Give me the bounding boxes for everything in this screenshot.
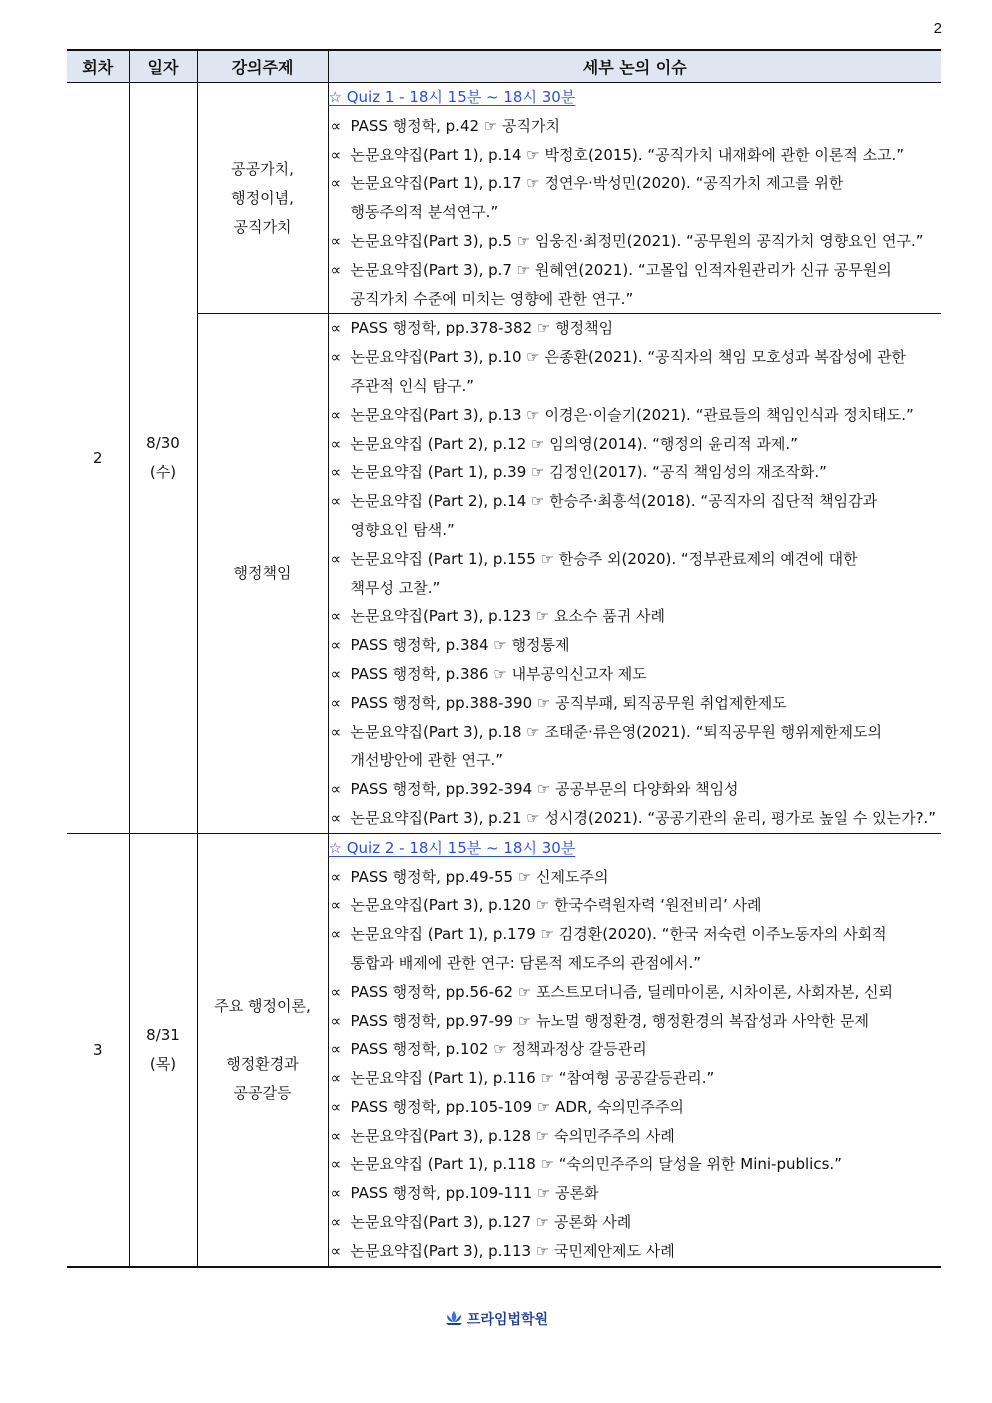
- list-item: [329, 1208, 942, 1237]
- proportional-bullet-icon: ∝: [330, 1241, 342, 1260]
- proportional-bullet-icon: ∝: [330, 405, 342, 424]
- proportional-bullet-icon: ∝: [330, 116, 342, 135]
- list-item: [329, 660, 942, 689]
- proportional-bullet-icon: ∝: [330, 348, 342, 367]
- lecture-topic-cell: [197, 833, 328, 1266]
- list-item: [329, 545, 942, 603]
- proportional-bullet-icon: ∝: [330, 693, 342, 712]
- list-item-text: 논문요약집 (Part 1), p.179 ☞ 김경환(2020). “한국 저숙련 이주노동자의 사회적: [350, 925, 887, 944]
- list-item-text: PASS 행정학, p.102 ☞ 정책과정상 갈등관리: [350, 1040, 647, 1059]
- list-item-text: 논문요약집(Part 3), p.13 ☞ 이경은·이슬기(2021). “관료들의 책임인식과 정치태도.”: [350, 405, 914, 424]
- list-item-text: 논문요약집(Part 3), p.21 ☞ 성시경(2021). “공공기관의 윤리, 평가로 높일 수 있는가?.”: [350, 808, 937, 827]
- session-number-cell: [67, 83, 129, 834]
- schedule-body: [67, 83, 941, 1267]
- proportional-bullet-icon: ∝: [330, 1040, 342, 1059]
- list-item: [329, 978, 942, 1007]
- list-item-text: PASS 행정학, pp.109-111 ☞ 공론화: [350, 1184, 599, 1203]
- list-item: [329, 1064, 942, 1093]
- list-item: [329, 458, 942, 487]
- list-item-text: 논문요약집(Part 1), p.14 ☞ 박정호(2015). “공직가치 내재화에 관한 이론적 소고.”: [350, 145, 905, 164]
- list-item-text: PASS 행정학, pp.56-62 ☞ 포스트모더니즘, 딜레마이론, 시차이론, 사회자본, 신뢰: [350, 982, 893, 1001]
- list-item: [329, 920, 942, 978]
- list-item-text: 주관적 인식 탐구.”: [350, 376, 475, 395]
- list-item-text: PASS 행정학, p.42 ☞ 공직가치: [350, 116, 560, 135]
- table-row: [67, 314, 941, 833]
- list-item-text: PASS 행정학, p.386 ☞ 내부공익신고자 제도: [350, 664, 647, 683]
- session-number: 2: [92, 448, 103, 467]
- lecture-topic-cell: [197, 83, 328, 314]
- session-date-line: 8/31: [146, 1025, 180, 1044]
- issue-list: [329, 83, 942, 313]
- list-item-text: 논문요약집(Part 3), p.10 ☞ 은종환(2021). “공직자의 책임 모호성과 복잡성에 관한: [350, 348, 907, 367]
- proportional-bullet-icon: ∝: [330, 145, 342, 164]
- list-item: [329, 775, 942, 804]
- proportional-bullet-icon: ∝: [330, 1069, 342, 1088]
- list-item-text: 영향요인 탐색.”: [350, 520, 455, 539]
- list-item: [329, 1179, 942, 1208]
- table-header-row: [67, 50, 941, 83]
- list-item-text: 행동주의적 분석연구.”: [350, 203, 499, 222]
- list-item: [329, 256, 942, 314]
- proportional-bullet-icon: ∝: [330, 1126, 342, 1145]
- list-item-text: PASS 행정학, pp.105-109 ☞ ADR, 숙의민주주의: [350, 1097, 684, 1116]
- list-item-text: 통합과 배제에 관한 연구: 담론적 제도주의 관점에서.”: [350, 953, 701, 972]
- list-item-text: 논문요약집(Part 3), p.113 ☞ 국민제안제도 사례: [350, 1241, 675, 1260]
- proportional-bullet-icon: ∝: [330, 549, 342, 568]
- list-item: [329, 1007, 942, 1036]
- quiz-text: ☆ Quiz 1 - 18시 15분 ~ 18시 30분: [328, 88, 576, 106]
- list-item: [329, 1150, 942, 1179]
- list-item: [329, 891, 942, 920]
- quiz-notice: [329, 834, 942, 863]
- list-item-text: 논문요약집(Part 3), p.18 ☞ 조태준·류은영(2021). “퇴직공무원 행위제한제도의: [350, 722, 883, 741]
- discussion-issues-cell: [328, 83, 941, 314]
- lotus-logo-icon: [444, 1310, 464, 1330]
- proportional-bullet-icon: ∝: [330, 808, 342, 827]
- list-item-text: PASS 행정학, pp.97-99 ☞ 뉴노멀 행정환경, 행정환경의 복잡성과 사악한 문제: [350, 1011, 869, 1030]
- list-item: [329, 689, 942, 718]
- issue-list: [329, 834, 942, 1266]
- list-item: [329, 1035, 942, 1064]
- session-number: 3: [92, 1040, 103, 1059]
- proportional-bullet-icon: ∝: [330, 636, 342, 655]
- proportional-bullet-icon: ∝: [330, 1213, 342, 1232]
- list-item-text: 논문요약집(Part 1), p.17 ☞ 정연우·박성민(2020). “공직가치 제고를 위한: [350, 174, 844, 193]
- list-item-text: PASS 행정학, pp.388-390 ☞ 공직부패, 퇴직공무원 취업제한제도: [350, 693, 787, 712]
- session-date-cell: [129, 833, 197, 1266]
- proportional-bullet-icon: ∝: [330, 434, 342, 453]
- list-item: [329, 401, 942, 430]
- list-item-text: 논문요약집(Part 3), p.128 ☞ 숙의민주주의 사례: [350, 1126, 675, 1145]
- lecture-topic-line: 공직가치: [233, 217, 292, 236]
- list-item: [329, 1237, 942, 1266]
- lecture-topic-line: 행정환경과: [226, 1054, 299, 1073]
- list-item-text: PASS 행정학, pp.378-382 ☞ 행정책임: [350, 319, 614, 338]
- proportional-bullet-icon: ∝: [330, 780, 342, 799]
- list-item-text: 논문요약집(Part 3), p.7 ☞ 원혜연(2021). “고몰입 인적자원관리가 신규 공무원의: [350, 260, 892, 279]
- proportional-bullet-icon: ∝: [330, 260, 342, 279]
- discussion-issues-cell: [328, 833, 941, 1266]
- lecture-topic-line: 공공갈등: [233, 1083, 292, 1102]
- proportional-bullet-icon: ∝: [330, 607, 342, 626]
- list-item: [329, 718, 942, 776]
- list-item: [329, 631, 942, 660]
- proportional-bullet-icon: ∝: [330, 463, 342, 482]
- list-item: [329, 1093, 942, 1122]
- issue-list: [329, 314, 942, 832]
- proportional-bullet-icon: ∝: [330, 1155, 342, 1174]
- session-date-line: 8/30: [146, 433, 180, 452]
- lecture-schedule-table: [67, 49, 941, 1268]
- list-item-text: 논문요약집 (Part 1), p.39 ☞ 김정인(2017). “공직 책임성의 재조작화.”: [350, 463, 827, 482]
- list-item-text: 공직가치 수준에 미치는 영향에 관한 연구.”: [350, 289, 634, 308]
- page-number: 2: [933, 20, 942, 37]
- header-session: 회차: [67, 50, 129, 83]
- session-date-line: (목): [149, 1054, 177, 1073]
- list-item: [329, 112, 942, 141]
- list-item: [329, 227, 942, 256]
- proportional-bullet-icon: ∝: [330, 1097, 342, 1116]
- lecture-topic-cell: [197, 314, 328, 833]
- lecture-topic-line: 행정책임: [233, 564, 292, 583]
- proportional-bullet-icon: ∝: [330, 231, 342, 250]
- session-date-cell: [129, 83, 197, 834]
- list-item: [329, 141, 942, 170]
- proportional-bullet-icon: ∝: [330, 722, 342, 741]
- list-item: [329, 169, 942, 227]
- list-item: [329, 343, 942, 401]
- list-item: [329, 602, 942, 631]
- list-item-text: 논문요약집 (Part 1), p.155 ☞ 한승주 외(2020). “정부관료제의 예견에 대한: [350, 549, 858, 568]
- list-item-text: 논문요약집 (Part 1), p.116 ☞ “참여형 공공갈등관리.”: [350, 1069, 715, 1088]
- list-item-text: 논문요약집(Part 3), p.127 ☞ 공론화 사례: [350, 1213, 632, 1232]
- list-item: [329, 1122, 942, 1151]
- lecture-topic-line: 행정이념,: [231, 188, 294, 207]
- list-item-text: 논문요약집(Part 3), p.123 ☞ 요소수 품귀 사례: [350, 607, 665, 626]
- list-item-text: 논문요약집 (Part 2), p.14 ☞ 한승주·최흥석(2018). “공직자의 집단적 책임감과: [350, 492, 878, 511]
- footer-brand: 프라임법학원: [466, 1312, 549, 1328]
- session-number-cell: [67, 833, 129, 1266]
- proportional-bullet-icon: ∝: [330, 1184, 342, 1203]
- proportional-bullet-icon: ∝: [330, 319, 342, 338]
- proportional-bullet-icon: ∝: [330, 867, 342, 886]
- footer: [0, 1309, 992, 1330]
- proportional-bullet-icon: ∝: [330, 1011, 342, 1030]
- list-item-text: 논문요약집 (Part 2), p.12 ☞ 임의영(2014). “행정의 윤리적 과제.”: [350, 434, 798, 453]
- quiz-text: ☆ Quiz 2 - 18시 15분 ~ 18시 30분: [328, 838, 576, 857]
- list-item: [329, 487, 942, 545]
- proportional-bullet-icon: ∝: [330, 492, 342, 511]
- list-item-text: 개선방안에 관한 연구.”: [350, 751, 503, 770]
- proportional-bullet-icon: ∝: [330, 982, 342, 1001]
- list-item-text: PASS 행정학, pp.392-394 ☞ 공공부문의 다양화와 책임성: [350, 780, 739, 799]
- header-topic: 강의주제: [197, 50, 328, 83]
- list-item-text: 책무성 고찰.”: [350, 578, 441, 597]
- list-item: [329, 804, 942, 833]
- table-row: [67, 833, 941, 1266]
- list-item-text: 논문요약집(Part 3), p.120 ☞ 한국수력원자력 ‘원전비리’ 사례: [350, 896, 762, 915]
- quiz-notice: [329, 83, 942, 112]
- proportional-bullet-icon: ∝: [330, 896, 342, 915]
- list-item-text: 논문요약집 (Part 1), p.118 ☞ “숙의민주주의 달성을 위한 Mini-publics.”: [350, 1155, 842, 1174]
- table-row: [67, 83, 941, 314]
- list-item: [329, 430, 942, 459]
- header-date: 일자: [129, 50, 197, 83]
- header-issues: 세부 논의 이슈: [328, 50, 941, 83]
- proportional-bullet-icon: ∝: [330, 174, 342, 193]
- list-item: [329, 863, 942, 892]
- list-item: [329, 314, 942, 343]
- list-item-text: PASS 행정학, p.384 ☞ 행정통제: [350, 636, 570, 655]
- lecture-topic-line: 공공가치,: [231, 159, 294, 178]
- lecture-topic-line: 주요 행정이론,: [214, 996, 311, 1015]
- list-item-text: PASS 행정학, pp.49-55 ☞ 신제도주의: [350, 867, 609, 886]
- proportional-bullet-icon: ∝: [330, 925, 342, 944]
- proportional-bullet-icon: ∝: [330, 664, 342, 683]
- session-date-line: (수): [149, 462, 177, 481]
- list-item-text: 논문요약집(Part 3), p.5 ☞ 임웅진·최정민(2021). “공무원의 공직가치 영향요인 연구.”: [350, 231, 924, 250]
- discussion-issues-cell: [328, 314, 941, 833]
